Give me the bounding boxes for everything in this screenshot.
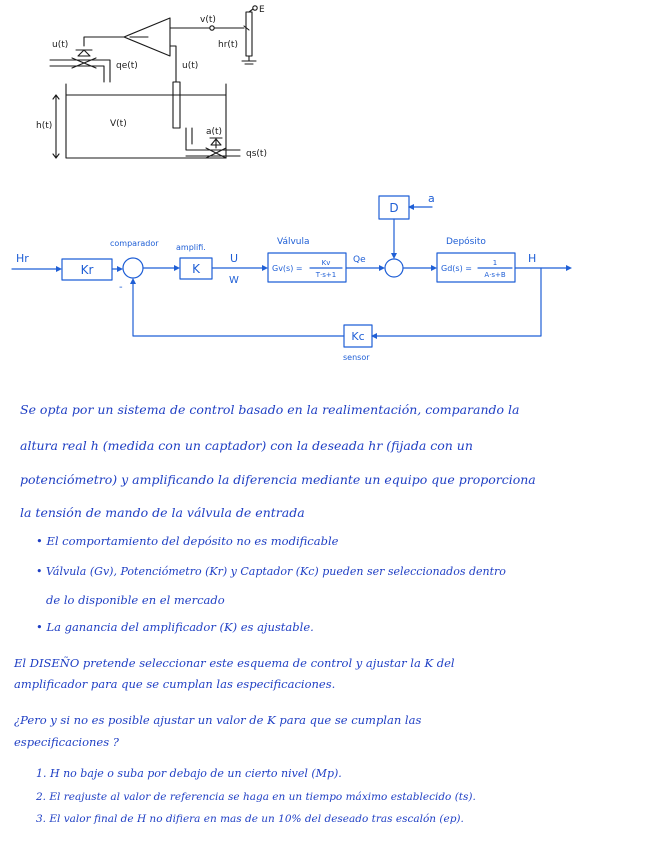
kr-to-sum-arrow — [117, 266, 123, 272]
label-e: E — [259, 5, 265, 15]
k-label: K — [192, 262, 200, 276]
inlet-valve-body — [78, 50, 90, 56]
sum-to-k-arrow — [174, 265, 180, 271]
ampli-label: amplifi. — [176, 243, 206, 252]
paragraph-2-line-2: amplificador para que se cumplan las especificaciones. — [14, 677, 336, 691]
potentiometer — [246, 12, 252, 56]
paragraph-1-line-3: potenciómetro) y amplificando la diferencia mediante un equipo que proporciona — [20, 472, 536, 487]
gv-lhs: Gv(s) = — [272, 264, 303, 273]
gv-denominator: T·s+1 — [315, 271, 337, 279]
label-v: v(t) — [200, 15, 216, 25]
paragraph-1-line-1: Se opta por un sistema de control basado en la realimentación, comparando la — [20, 402, 520, 417]
feedback-line-left — [133, 284, 344, 336]
label-qs: qs(t) — [246, 149, 267, 159]
minus-sign: - — [119, 282, 123, 293]
bullet-2-line-1: • Válvula (Gv), Potenciómetro (Kr) y Captador (Kc) pueden ser seleccionados dentro — [36, 565, 506, 578]
label-u-left: u(t) — [52, 40, 69, 50]
k-to-gv-arrow — [262, 265, 268, 271]
tank-system-diagram — [36, 5, 267, 159]
a-label: a — [428, 192, 435, 205]
output-arrow — [566, 265, 572, 271]
spec-2: 2. El reajuste al valor de referencia se haga en un tiempo máximo establecido (ts). — [36, 791, 476, 803]
paragraph-1-line-4: la tensión de mando de la válvula de entrada — [20, 505, 305, 520]
d-label: D — [389, 201, 399, 215]
disturbance-sum-circle — [385, 259, 403, 277]
bullet-3: • La ganancia del amplificador (K) es ajustable. — [36, 620, 314, 634]
comparador-label: comparador — [110, 239, 159, 248]
d-to-sum-arrow — [391, 253, 397, 259]
w-label: W — [229, 275, 239, 286]
paragraph-2-line-1: El DISEÑO pretende seleccionar este esquema de control y ajustar la K del — [14, 656, 455, 670]
valvula-title: Válvula — [277, 237, 310, 247]
input-label: Hr — [16, 252, 29, 265]
label-u-mid: u(t) — [182, 61, 199, 71]
kr-label: Kr — [80, 263, 94, 277]
label-h: h(t) — [36, 121, 53, 131]
output-label: H — [528, 252, 537, 265]
amp-to-inlet-valve-wire — [84, 37, 124, 46]
gv-numerator: Kv — [321, 259, 331, 267]
feedback-line-right — [372, 268, 541, 336]
u-label: U — [230, 252, 239, 265]
supply-node — [253, 6, 257, 10]
block-diagram — [12, 192, 572, 362]
deposito-title: Depósito — [446, 237, 486, 247]
label-a: a(t) — [206, 127, 223, 137]
inlet-pipe-top — [50, 60, 110, 82]
bullet-2-line-2: de lo disponible en el mercado — [46, 593, 225, 607]
gd-numerator: 1 — [492, 259, 498, 267]
input-arrow — [56, 266, 62, 272]
level-sensor — [173, 82, 180, 128]
spec-3: 3. El valor final de H no difiera en mas de un 10% del deseado tras escalón (ep). — [36, 813, 464, 825]
gd-denominator: A·s+B — [484, 271, 506, 279]
sensor-label: sensor — [343, 353, 370, 362]
bullet-1: • El comportamiento del depósito no es modificable — [36, 534, 339, 548]
spec-1: 1. H no baje o suba por debajo de un cierto nivel (Mp). — [36, 767, 342, 780]
label-volume: V(t) — [110, 119, 127, 129]
label-qe: qe(t) — [116, 61, 138, 71]
comparator-circle — [123, 258, 143, 278]
feedback-arrow-into-comparator — [130, 278, 136, 284]
qe-label: Qe — [353, 255, 366, 265]
amp-to-sensor-wire — [170, 46, 176, 82]
gd-lhs: Gd(s) = — [441, 264, 472, 273]
kc-label: Kc — [351, 330, 365, 343]
paragraph-3-line-2: especificaciones ? — [14, 735, 119, 749]
sum2-to-gd-arrow — [431, 265, 437, 271]
paragraph-1-line-2: altura real h (medida con un captador) con la deseada hr (fijada con un — [20, 438, 473, 453]
gv-to-sum2-arrow — [379, 265, 385, 271]
label-hr: hr(t) — [218, 40, 238, 50]
paragraph-3-line-1: ¿Pero y si no es posible ajustar un valor de K para que se cumplan las — [14, 713, 422, 727]
